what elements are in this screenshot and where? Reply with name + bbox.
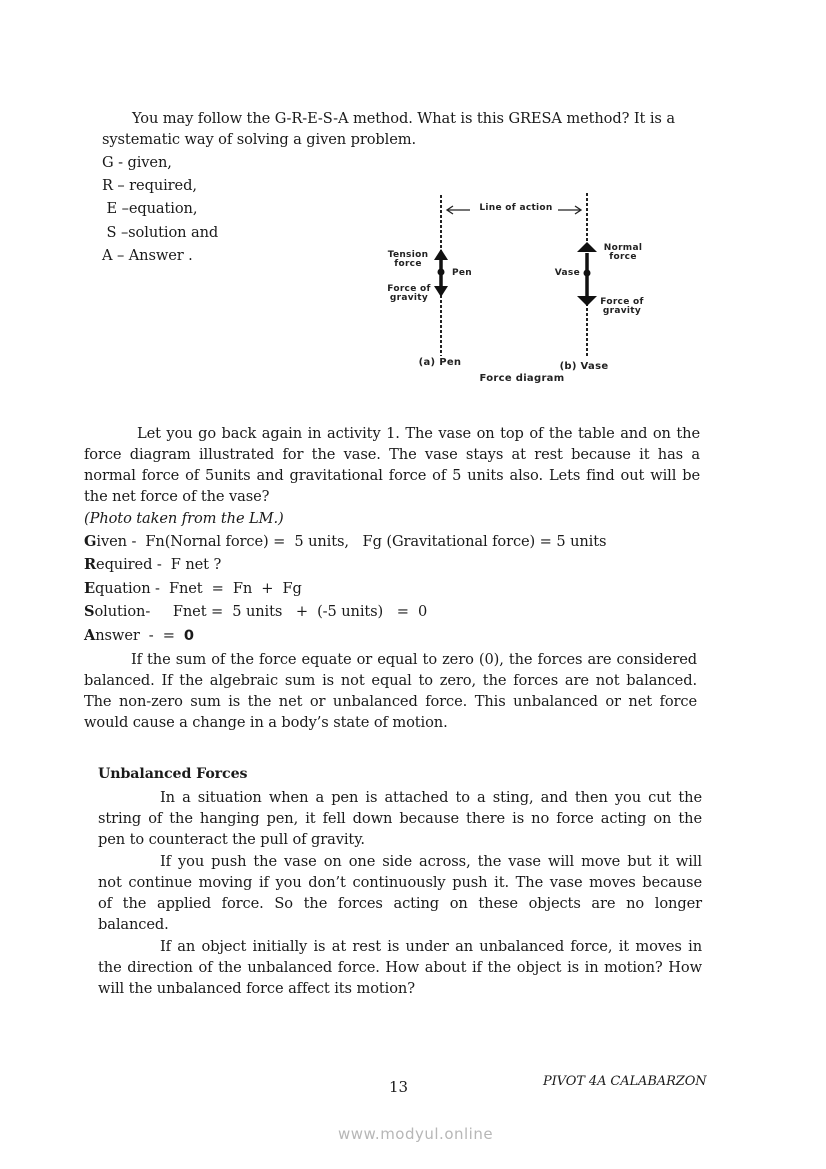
gresa-given: G - given,: [102, 154, 172, 171]
answer-text: nswer - =: [95, 627, 184, 644]
unbalanced-heading: Unbalanced Forces: [98, 766, 248, 782]
balanced-paragraph: [84, 649, 697, 733]
para2-line-3: of the applied force. So the forces acting on these objects are no longer: [98, 895, 702, 912]
unbalanced-para-2: [98, 851, 702, 935]
gresa-required: R – required,: [102, 177, 197, 194]
activity-line-3: normal force of 5units and gravitational force of 5 units also. Lets find out will be: [84, 467, 700, 484]
para2-line-2: not continue moving if you don’t continuously push it. The vase moves because: [98, 874, 702, 891]
gresa-answer: A – Answer .: [102, 247, 193, 264]
balanced-line-4: would cause a change in a body’s state of motion.: [84, 714, 448, 731]
equation-text: quation - Fnet = Fn + Fg: [95, 580, 302, 597]
given-text: iven - Fn(Nornal force) = 5 units, Fg (Gravitational force) = 5 units: [96, 533, 607, 550]
vase-object-label: Vase: [554, 268, 580, 278]
intro-line-1: You may follow the G-R-E-S-A method. What is this GRESA method? It is a: [132, 110, 675, 127]
solution-equation: [84, 578, 302, 599]
force-diagram: [370, 190, 670, 390]
unbalanced-para-1: [98, 787, 702, 850]
pen-object-label: Pen: [452, 268, 473, 278]
para3-line-1: If an object initially is at rest is under an unbalanced force, it moves in: [160, 938, 702, 955]
activity-line-2: force diagram illustrated for the vase. The vase stays at rest because it has a: [84, 446, 700, 463]
unbalanced-para-3: [98, 936, 702, 999]
para1-line-3: pen to counteract the pull of gravity.: [98, 831, 365, 848]
para3-line-3: will the unbalanced force affect its motion?: [98, 980, 415, 997]
solution-required: [84, 554, 221, 575]
balanced-line-1: If the sum of the force equate or equal to zero (0), the forces are considered: [131, 651, 697, 668]
vase-gravity-force-label: Force of gravity: [600, 297, 644, 316]
solution-given: [84, 531, 606, 552]
photo-credit: (Photo taken from the LM.): [84, 510, 284, 527]
answer-value: 0: [183, 627, 194, 644]
solution-initial: S: [84, 603, 95, 620]
activity-line-1: Let you go back again in activity 1. The vase on top of the table and on the: [137, 425, 700, 442]
gresa-equation: E –equation,: [102, 200, 198, 217]
para2-line-4: balanced.: [98, 916, 169, 933]
line-of-action-label: Line of action: [479, 203, 553, 213]
activity-paragraph: [84, 423, 700, 507]
footer-brand: PIVOT 4A CALABARZON: [543, 1074, 707, 1089]
para1-line-2: string of the hanging pen, it fell down because there is no force acting on the: [98, 810, 702, 827]
solution-solution: [84, 601, 427, 622]
equation-initial: E: [84, 580, 96, 597]
pen-caption: (a) Pen: [418, 357, 462, 368]
balanced-line-2: balanced. If the algebraic sum is not equal to zero, the forces are not balanced.: [84, 672, 697, 689]
pen-tension-force-label: Tension force: [387, 250, 429, 269]
required-initial: R: [84, 556, 97, 573]
activity-line-4: the net force of the vase?: [84, 488, 270, 505]
para3-line-2: the direction of the unbalanced force. How about if the object is in motion? How: [98, 959, 702, 976]
balanced-line-3: The non-zero sum is the net or unbalanced force. This unbalanced or net force: [84, 693, 697, 710]
pen-gravity-force-label: Force of gravity: [387, 284, 431, 303]
intro-line-2: systematic way of solving a given problem.: [102, 131, 417, 148]
para1-line-1: In a situation when a pen is attached to a sting, and then you cut the: [160, 789, 702, 806]
diagram-title: Force diagram: [479, 373, 565, 384]
given-initial: G: [84, 533, 97, 550]
watermark-link[interactable]: www.modyul.online: [338, 1125, 494, 1143]
vase-caption: (b) Vase: [559, 361, 609, 372]
vase-normal-force-label: Normal force: [603, 243, 643, 262]
solution-answer: [84, 625, 194, 646]
solution-text: olution- Fnet = 5 units + (-5 units) = 0: [94, 603, 428, 620]
answer-initial: A: [84, 627, 96, 644]
gresa-solution: S –solution and: [102, 224, 219, 241]
para2-line-1: If you push the vase on one side across, the vase will move but it will: [160, 853, 702, 870]
page-number: 13: [389, 1078, 408, 1096]
required-text: equired - F net ?: [96, 556, 222, 573]
